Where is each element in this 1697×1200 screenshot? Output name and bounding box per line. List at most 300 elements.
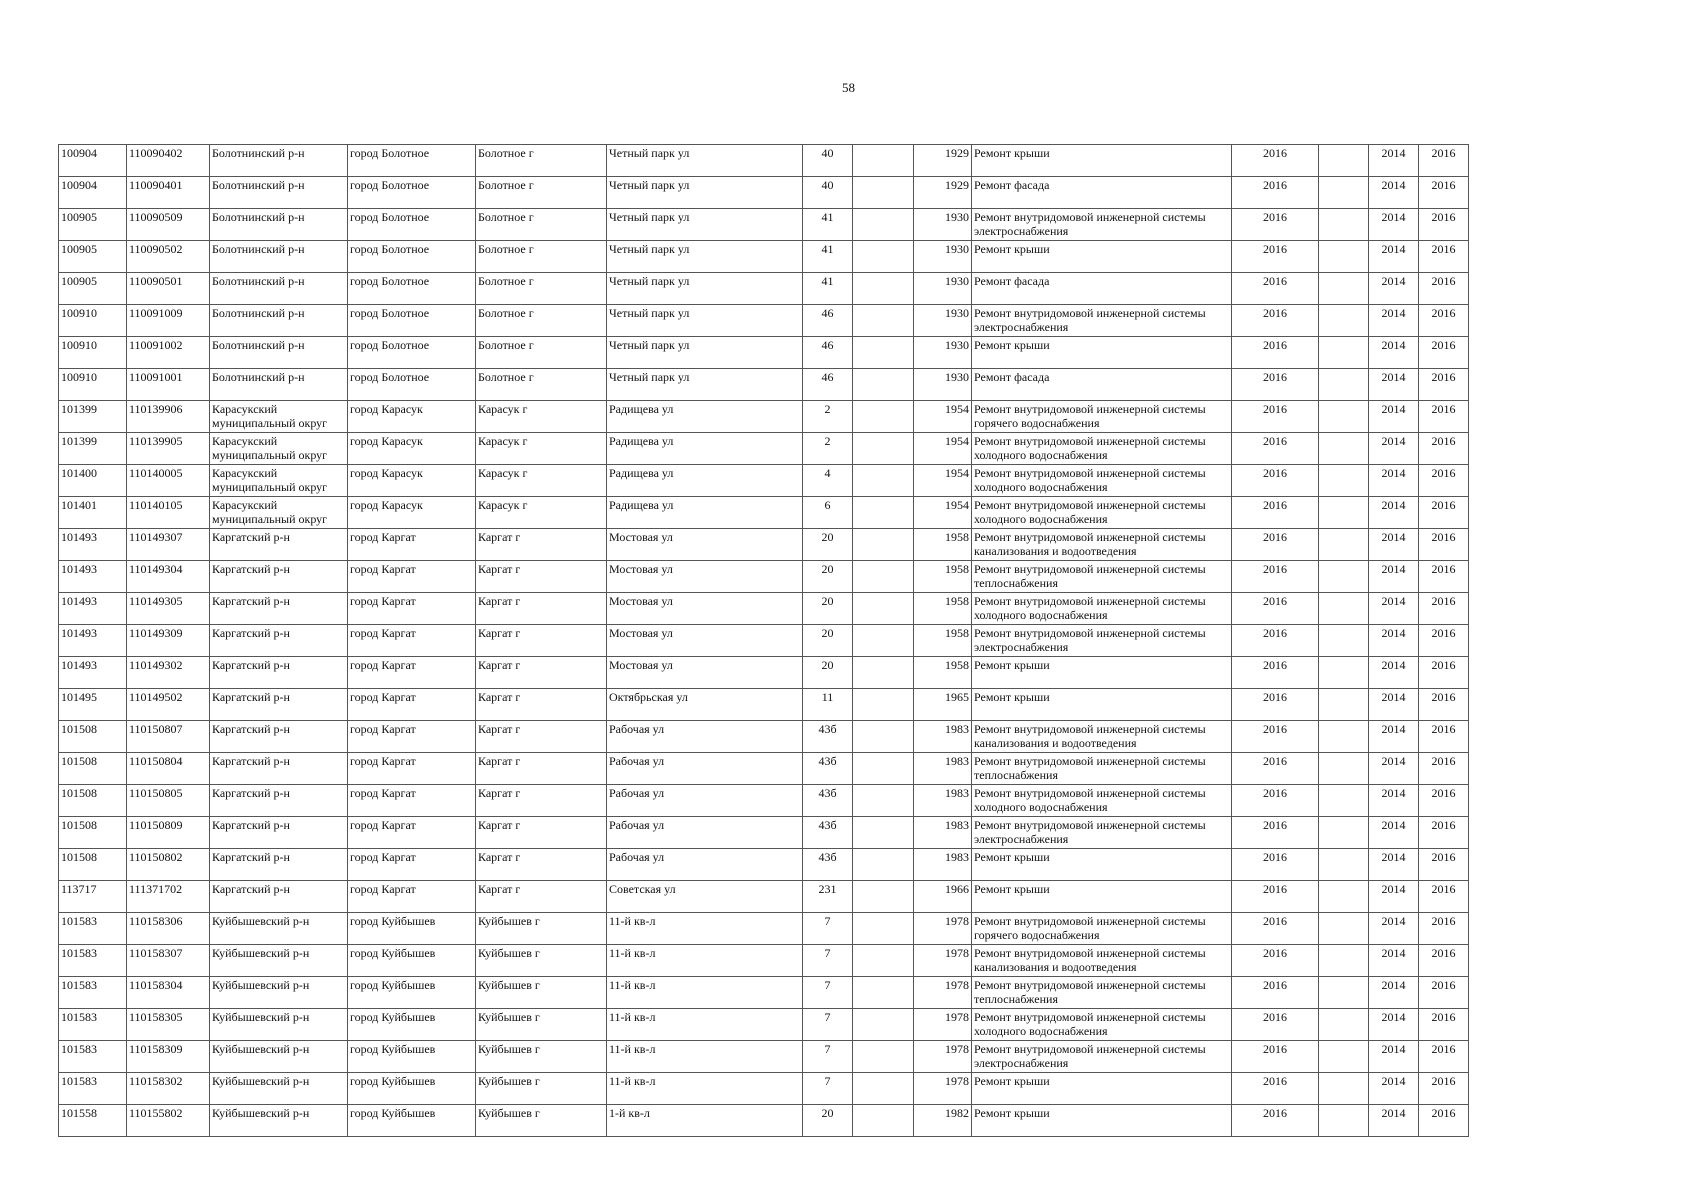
empty-cell: [1319, 593, 1369, 625]
city-cell: Куйбышев г: [476, 913, 607, 945]
object-id-cell: 101493: [59, 657, 127, 689]
settlement-cell: город Куйбышев: [348, 1105, 476, 1137]
object-id-cell: 101508: [59, 817, 127, 849]
year-from-cell: 2014: [1369, 497, 1419, 529]
build-year-cell: 1983: [914, 721, 972, 753]
work-type-cell: Ремонт внутридомовой инженерной системы канализования и водоотведения: [972, 945, 1232, 977]
work-code-cell: 110150804: [127, 753, 210, 785]
district-cell: Каргатский р-н: [210, 785, 348, 817]
street-cell: Мостовая ул: [607, 593, 803, 625]
build-year-cell: 1954: [914, 465, 972, 497]
year-to-cell: 2016: [1419, 689, 1469, 721]
settlement-cell: город Каргат: [348, 785, 476, 817]
empty-cell: [1319, 465, 1369, 497]
extra-cell: [853, 977, 914, 1009]
empty-cell: [1319, 369, 1369, 401]
empty-cell: [1319, 881, 1369, 913]
extra-cell: [853, 433, 914, 465]
year-to-cell: 2016: [1419, 273, 1469, 305]
street-cell: Рабочая ул: [607, 785, 803, 817]
house-number-cell: 46: [803, 369, 853, 401]
empty-cell: [1319, 529, 1369, 561]
district-cell: Каргатский р-н: [210, 689, 348, 721]
settlement-cell: город Каргат: [348, 657, 476, 689]
settlement-cell: город Куйбышев: [348, 1041, 476, 1073]
district-cell: Болотнинский р-н: [210, 177, 348, 209]
year-from-cell: 2014: [1369, 561, 1419, 593]
build-year-cell: 1965: [914, 689, 972, 721]
work-code-cell: 110091009: [127, 305, 210, 337]
table-row: [59, 497, 1469, 529]
district-cell: Каргатский р-н: [210, 625, 348, 657]
object-id-cell: 101493: [59, 625, 127, 657]
work-type-cell: Ремонт фасада: [972, 369, 1232, 401]
house-number-cell: 40: [803, 145, 853, 177]
table-row: [59, 721, 1469, 753]
house-number-cell: 2: [803, 433, 853, 465]
table-row: [59, 401, 1469, 433]
work-code-cell: 110149302: [127, 657, 210, 689]
table-row: [59, 433, 1469, 465]
table-row: [59, 753, 1469, 785]
city-cell: Болотное г: [476, 337, 607, 369]
object-id-cell: 100904: [59, 177, 127, 209]
work-type-cell: Ремонт внутридомовой инженерной системы теплоснабжения: [972, 977, 1232, 1009]
empty-cell: [1319, 1041, 1369, 1073]
city-cell: Карасук г: [476, 401, 607, 433]
house-number-cell: 4: [803, 465, 853, 497]
empty-cell: [1319, 497, 1369, 529]
settlement-cell: город Каргат: [348, 593, 476, 625]
work-type-cell: Ремонт внутридомовой инженерной системы теплоснабжения: [972, 753, 1232, 785]
house-number-cell: 20: [803, 561, 853, 593]
extra-cell: [853, 753, 914, 785]
planned-year-cell: 2016: [1232, 241, 1319, 273]
object-id-cell: 100910: [59, 369, 127, 401]
year-from-cell: 2014: [1369, 241, 1419, 273]
build-year-cell: 1954: [914, 497, 972, 529]
house-number-cell: 46: [803, 337, 853, 369]
build-year-cell: 1978: [914, 1009, 972, 1041]
street-cell: Мостовая ул: [607, 657, 803, 689]
year-from-cell: 2014: [1369, 337, 1419, 369]
house-number-cell: 43б: [803, 817, 853, 849]
district-cell: Куйбышевский р-н: [210, 1105, 348, 1137]
district-cell: Карасукский муниципальный округ: [210, 465, 348, 497]
year-to-cell: 2016: [1419, 305, 1469, 337]
extra-cell: [853, 145, 914, 177]
empty-cell: [1319, 145, 1369, 177]
year-to-cell: 2016: [1419, 433, 1469, 465]
work-code-cell: 110150809: [127, 817, 210, 849]
repair-registry-table: [58, 144, 1469, 1137]
district-cell: Каргатский р-н: [210, 529, 348, 561]
object-id-cell: 101583: [59, 1073, 127, 1105]
house-number-cell: 20: [803, 657, 853, 689]
page-number: 58: [842, 80, 855, 95]
table-row: [59, 145, 1469, 177]
house-number-cell: 41: [803, 241, 853, 273]
build-year-cell: 1958: [914, 625, 972, 657]
settlement-cell: город Карасук: [348, 433, 476, 465]
extra-cell: [853, 465, 914, 497]
street-cell: Четный парк ул: [607, 209, 803, 241]
street-cell: Четный парк ул: [607, 337, 803, 369]
work-type-cell: Ремонт внутридомовой инженерной системы электроснабжения: [972, 209, 1232, 241]
build-year-cell: 1978: [914, 945, 972, 977]
build-year-cell: 1982: [914, 1105, 972, 1137]
house-number-cell: 7: [803, 1073, 853, 1105]
work-type-cell: Ремонт внутридомовой инженерной системы холодного водоснабжения: [972, 1009, 1232, 1041]
object-id-cell: 101399: [59, 401, 127, 433]
settlement-cell: город Каргат: [348, 721, 476, 753]
table-row: [59, 817, 1469, 849]
object-id-cell: 100904: [59, 145, 127, 177]
street-cell: Мостовая ул: [607, 625, 803, 657]
city-cell: Каргат г: [476, 593, 607, 625]
settlement-cell: город Болотное: [348, 177, 476, 209]
build-year-cell: 1930: [914, 209, 972, 241]
planned-year-cell: 2016: [1232, 209, 1319, 241]
table-row: [59, 689, 1469, 721]
year-from-cell: 2014: [1369, 785, 1419, 817]
object-id-cell: 100905: [59, 241, 127, 273]
year-to-cell: 2016: [1419, 529, 1469, 561]
empty-cell: [1319, 401, 1369, 433]
year-to-cell: 2016: [1419, 465, 1469, 497]
planned-year-cell: 2016: [1232, 881, 1319, 913]
work-type-cell: Ремонт внутридомовой инженерной системы холодного водоснабжения: [972, 433, 1232, 465]
empty-cell: [1319, 657, 1369, 689]
year-from-cell: 2014: [1369, 657, 1419, 689]
street-cell: Радищева ул: [607, 433, 803, 465]
work-code-cell: 110090501: [127, 273, 210, 305]
city-cell: Болотное г: [476, 369, 607, 401]
house-number-cell: 2: [803, 401, 853, 433]
settlement-cell: город Карасук: [348, 465, 476, 497]
build-year-cell: 1958: [914, 657, 972, 689]
city-cell: Куйбышев г: [476, 1041, 607, 1073]
build-year-cell: 1983: [914, 817, 972, 849]
empty-cell: [1319, 561, 1369, 593]
street-cell: 11-й кв-л: [607, 945, 803, 977]
settlement-cell: город Болотное: [348, 145, 476, 177]
table-row: [59, 913, 1469, 945]
house-number-cell: 41: [803, 209, 853, 241]
extra-cell: [853, 529, 914, 561]
planned-year-cell: 2016: [1232, 593, 1319, 625]
work-code-cell: 110158307: [127, 945, 210, 977]
street-cell: Четный парк ул: [607, 145, 803, 177]
year-from-cell: 2014: [1369, 401, 1419, 433]
extra-cell: [853, 657, 914, 689]
street-cell: Четный парк ул: [607, 273, 803, 305]
object-id-cell: 101583: [59, 977, 127, 1009]
street-cell: Рабочая ул: [607, 721, 803, 753]
build-year-cell: 1930: [914, 369, 972, 401]
district-cell: Куйбышевский р-н: [210, 913, 348, 945]
extra-cell: [853, 881, 914, 913]
work-type-cell: Ремонт внутридомовой инженерной системы холодного водоснабжения: [972, 497, 1232, 529]
city-cell: Каргат г: [476, 881, 607, 913]
empty-cell: [1319, 721, 1369, 753]
work-type-cell: Ремонт внутридомовой инженерной системы электроснабжения: [972, 817, 1232, 849]
planned-year-cell: 2016: [1232, 1073, 1319, 1105]
year-from-cell: 2014: [1369, 881, 1419, 913]
year-from-cell: 2014: [1369, 433, 1419, 465]
extra-cell: [853, 273, 914, 305]
planned-year-cell: 2016: [1232, 721, 1319, 753]
object-id-cell: 101583: [59, 1041, 127, 1073]
year-to-cell: 2016: [1419, 593, 1469, 625]
year-to-cell: 2016: [1419, 721, 1469, 753]
year-from-cell: 2014: [1369, 273, 1419, 305]
planned-year-cell: 2016: [1232, 497, 1319, 529]
city-cell: Болотное г: [476, 273, 607, 305]
house-number-cell: 20: [803, 529, 853, 561]
object-id-cell: 101583: [59, 945, 127, 977]
build-year-cell: 1929: [914, 145, 972, 177]
empty-cell: [1319, 337, 1369, 369]
empty-cell: [1319, 849, 1369, 881]
city-cell: Каргат г: [476, 785, 607, 817]
extra-cell: [853, 689, 914, 721]
work-code-cell: 110149307: [127, 529, 210, 561]
table-row: [59, 273, 1469, 305]
work-type-cell: Ремонт крыши: [972, 241, 1232, 273]
build-year-cell: 1930: [914, 337, 972, 369]
year-to-cell: 2016: [1419, 913, 1469, 945]
table-row: [59, 657, 1469, 689]
work-code-cell: 110158309: [127, 1041, 210, 1073]
settlement-cell: город Каргат: [348, 817, 476, 849]
table-row: [59, 881, 1469, 913]
object-id-cell: 101493: [59, 593, 127, 625]
house-number-cell: 43б: [803, 753, 853, 785]
city-cell: Карасук г: [476, 465, 607, 497]
city-cell: Болотное г: [476, 177, 607, 209]
street-cell: Радищева ул: [607, 465, 803, 497]
year-to-cell: 2016: [1419, 657, 1469, 689]
settlement-cell: город Каргат: [348, 849, 476, 881]
year-to-cell: 2016: [1419, 785, 1469, 817]
year-from-cell: 2014: [1369, 977, 1419, 1009]
street-cell: Радищева ул: [607, 497, 803, 529]
year-from-cell: 2014: [1369, 753, 1419, 785]
year-from-cell: 2014: [1369, 1009, 1419, 1041]
table-row: [59, 1009, 1469, 1041]
district-cell: Болотнинский р-н: [210, 273, 348, 305]
settlement-cell: город Каргат: [348, 753, 476, 785]
work-type-cell: Ремонт внутридомовой инженерной системы канализования и водоотведения: [972, 529, 1232, 561]
street-cell: Октябрьская ул: [607, 689, 803, 721]
planned-year-cell: 2016: [1232, 305, 1319, 337]
build-year-cell: 1958: [914, 561, 972, 593]
year-to-cell: 2016: [1419, 241, 1469, 273]
table-body: [59, 145, 1469, 1137]
extra-cell: [853, 209, 914, 241]
work-code-cell: 110091002: [127, 337, 210, 369]
object-id-cell: 113717: [59, 881, 127, 913]
empty-cell: [1319, 625, 1369, 657]
city-cell: Каргат г: [476, 657, 607, 689]
work-code-cell: 110155802: [127, 1105, 210, 1137]
city-cell: Болотное г: [476, 305, 607, 337]
empty-cell: [1319, 1009, 1369, 1041]
district-cell: Каргатский р-н: [210, 753, 348, 785]
city-cell: Куйбышев г: [476, 1105, 607, 1137]
house-number-cell: 43б: [803, 785, 853, 817]
object-id-cell: 101495: [59, 689, 127, 721]
work-type-cell: Ремонт фасада: [972, 273, 1232, 305]
extra-cell: [853, 1009, 914, 1041]
district-cell: Каргатский р-н: [210, 881, 348, 913]
table-row: [59, 849, 1469, 881]
extra-cell: [853, 1073, 914, 1105]
extra-cell: [853, 1105, 914, 1137]
district-cell: Каргатский р-н: [210, 817, 348, 849]
extra-cell: [853, 305, 914, 337]
build-year-cell: 1958: [914, 593, 972, 625]
year-from-cell: 2014: [1369, 689, 1419, 721]
work-code-cell: 110090402: [127, 145, 210, 177]
district-cell: Куйбышевский р-н: [210, 1073, 348, 1105]
district-cell: Карасукский муниципальный округ: [210, 401, 348, 433]
work-code-cell: 110158306: [127, 913, 210, 945]
empty-cell: [1319, 1073, 1369, 1105]
planned-year-cell: 2016: [1232, 945, 1319, 977]
extra-cell: [853, 785, 914, 817]
year-to-cell: 2016: [1419, 401, 1469, 433]
street-cell: Советская ул: [607, 881, 803, 913]
city-cell: Карасук г: [476, 497, 607, 529]
object-id-cell: 101583: [59, 1009, 127, 1041]
work-code-cell: 110090509: [127, 209, 210, 241]
empty-cell: [1319, 977, 1369, 1009]
work-type-cell: Ремонт крыши: [972, 881, 1232, 913]
table-row: [59, 593, 1469, 625]
work-code-cell: 110150807: [127, 721, 210, 753]
district-cell: Куйбышевский р-н: [210, 945, 348, 977]
house-number-cell: 231: [803, 881, 853, 913]
year-to-cell: 2016: [1419, 753, 1469, 785]
year-from-cell: 2014: [1369, 1041, 1419, 1073]
extra-cell: [853, 561, 914, 593]
build-year-cell: 1929: [914, 177, 972, 209]
house-number-cell: 7: [803, 1041, 853, 1073]
settlement-cell: город Куйбышев: [348, 1009, 476, 1041]
street-cell: Мостовая ул: [607, 561, 803, 593]
settlement-cell: город Каргат: [348, 529, 476, 561]
district-cell: Болотнинский р-н: [210, 209, 348, 241]
object-id-cell: 101399: [59, 433, 127, 465]
year-from-cell: 2014: [1369, 529, 1419, 561]
settlement-cell: город Болотное: [348, 305, 476, 337]
street-cell: Четный парк ул: [607, 305, 803, 337]
city-cell: Болотное г: [476, 209, 607, 241]
table-row: [59, 209, 1469, 241]
table-row: [59, 1073, 1469, 1105]
city-cell: Куйбышев г: [476, 977, 607, 1009]
year-from-cell: 2014: [1369, 305, 1419, 337]
settlement-cell: город Куйбышев: [348, 977, 476, 1009]
planned-year-cell: 2016: [1232, 401, 1319, 433]
empty-cell: [1319, 433, 1369, 465]
extra-cell: [853, 1041, 914, 1073]
planned-year-cell: 2016: [1232, 273, 1319, 305]
year-to-cell: 2016: [1419, 625, 1469, 657]
object-id-cell: 101508: [59, 849, 127, 881]
build-year-cell: 1983: [914, 785, 972, 817]
table-row: [59, 177, 1469, 209]
settlement-cell: город Болотное: [348, 369, 476, 401]
work-type-cell: Ремонт внутридомовой инженерной системы электроснабжения: [972, 1041, 1232, 1073]
street-cell: Четный парк ул: [607, 369, 803, 401]
year-to-cell: 2016: [1419, 1105, 1469, 1137]
work-code-cell: 110139906: [127, 401, 210, 433]
empty-cell: [1319, 1105, 1369, 1137]
year-to-cell: 2016: [1419, 1041, 1469, 1073]
planned-year-cell: 2016: [1232, 913, 1319, 945]
work-type-cell: Ремонт внутридомовой инженерной системы электроснабжения: [972, 305, 1232, 337]
planned-year-cell: 2016: [1232, 145, 1319, 177]
table-row: [59, 465, 1469, 497]
object-id-cell: 100905: [59, 273, 127, 305]
planned-year-cell: 2016: [1232, 1009, 1319, 1041]
district-cell: Каргатский р-н: [210, 561, 348, 593]
year-from-cell: 2014: [1369, 1105, 1419, 1137]
work-code-cell: 110090401: [127, 177, 210, 209]
work-type-cell: Ремонт внутридомовой инженерной системы теплоснабжения: [972, 561, 1232, 593]
year-to-cell: 2016: [1419, 817, 1469, 849]
empty-cell: [1319, 753, 1369, 785]
house-number-cell: 43б: [803, 721, 853, 753]
object-id-cell: 101558: [59, 1105, 127, 1137]
street-cell: Радищева ул: [607, 401, 803, 433]
build-year-cell: 1954: [914, 433, 972, 465]
district-cell: Каргатский р-н: [210, 721, 348, 753]
table-row: [59, 1105, 1469, 1137]
work-code-cell: 110140005: [127, 465, 210, 497]
house-number-cell: 7: [803, 977, 853, 1009]
empty-cell: [1319, 305, 1369, 337]
settlement-cell: город Куйбышев: [348, 945, 476, 977]
table-row: [59, 561, 1469, 593]
planned-year-cell: 2016: [1232, 177, 1319, 209]
table-row: [59, 369, 1469, 401]
extra-cell: [853, 625, 914, 657]
settlement-cell: город Куйбышев: [348, 1073, 476, 1105]
table-row: [59, 337, 1469, 369]
build-year-cell: 1930: [914, 305, 972, 337]
settlement-cell: город Болотное: [348, 209, 476, 241]
street-cell: 11-й кв-л: [607, 1073, 803, 1105]
work-code-cell: 110149309: [127, 625, 210, 657]
planned-year-cell: 2016: [1232, 1041, 1319, 1073]
city-cell: Каргат г: [476, 529, 607, 561]
district-cell: Куйбышевский р-н: [210, 977, 348, 1009]
planned-year-cell: 2016: [1232, 625, 1319, 657]
build-year-cell: 1930: [914, 273, 972, 305]
street-cell: Четный парк ул: [607, 177, 803, 209]
build-year-cell: 1966: [914, 881, 972, 913]
table-row: [59, 1041, 1469, 1073]
work-code-cell: 110149502: [127, 689, 210, 721]
extra-cell: [853, 849, 914, 881]
extra-cell: [853, 177, 914, 209]
year-to-cell: 2016: [1419, 977, 1469, 1009]
city-cell: Каргат г: [476, 817, 607, 849]
